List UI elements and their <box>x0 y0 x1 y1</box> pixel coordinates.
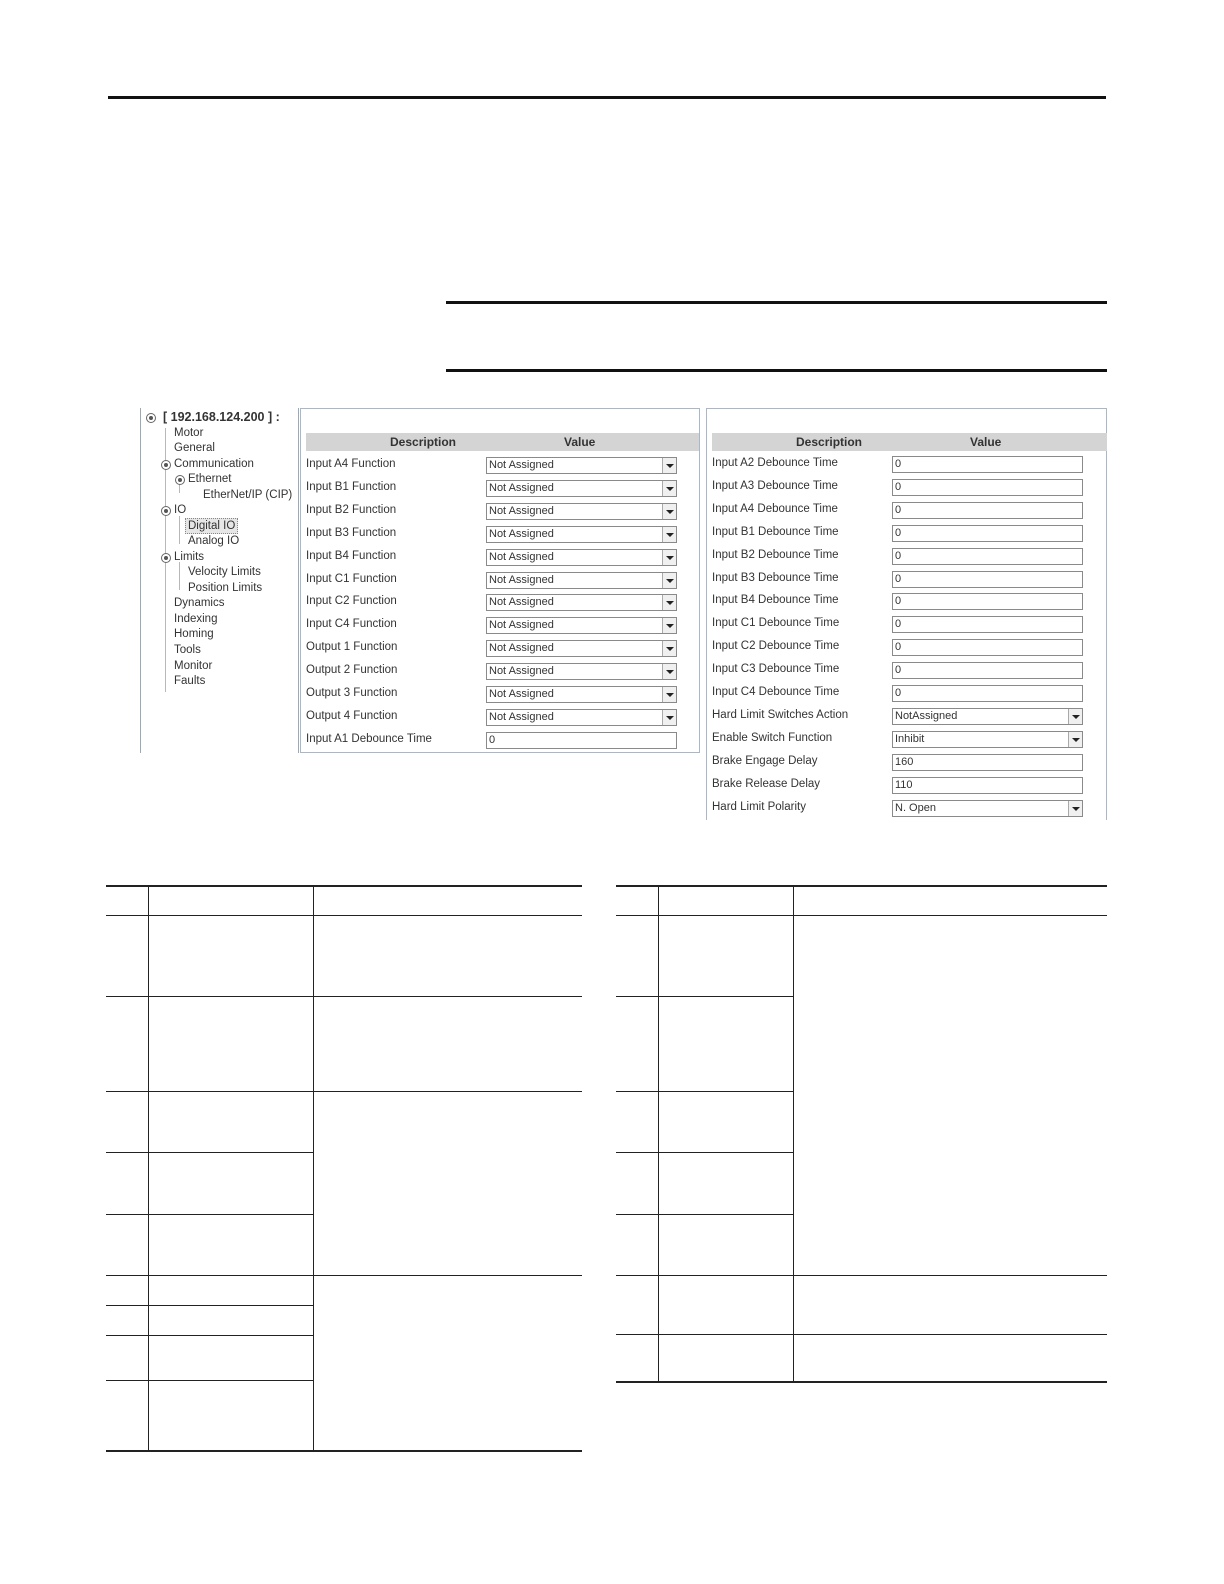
right-row-label: Hard Limit Polarity <box>712 800 806 813</box>
right-row-label: Brake Engage Delay <box>712 754 818 767</box>
dropdown-arrow-icon[interactable] <box>662 481 676 496</box>
dropdown-arrow-icon[interactable] <box>1068 709 1082 724</box>
table-rule <box>106 885 582 887</box>
table-rule <box>616 1091 794 1092</box>
left-row-label: Input B2 Function <box>306 503 397 516</box>
left-row-label: Input C1 Function <box>306 572 397 585</box>
table-rule <box>106 1091 582 1092</box>
tree-expander-communication-icon[interactable] <box>161 460 171 470</box>
left-row-dropdown[interactable] <box>486 594 677 611</box>
left-row-label: Input B4 Function <box>306 549 397 562</box>
left-row-label: Input B3 Function <box>306 526 397 539</box>
left-doc-table <box>106 885 582 1453</box>
left-grid-value-header: Value <box>564 435 596 449</box>
table-rule <box>106 1335 314 1336</box>
section-rule-top <box>446 301 1107 304</box>
left-row-value: 0 <box>489 733 496 746</box>
tree-node-indexing[interactable]: Indexing <box>174 613 218 625</box>
right-row-input[interactable] <box>892 593 1083 610</box>
left-property-grid <box>300 408 700 753</box>
right-row-input[interactable] <box>892 616 1083 633</box>
right-row-value: 0 <box>895 480 902 493</box>
right-row-label: Input C3 Debounce Time <box>712 663 840 676</box>
table-rule <box>616 1275 1107 1276</box>
dropdown-arrow-icon[interactable] <box>662 573 676 588</box>
dropdown-arrow-icon[interactable] <box>662 595 676 610</box>
right-row-value: N. Open <box>895 801 936 814</box>
tree-node-tools[interactable]: Tools <box>174 644 201 656</box>
table-rule <box>616 996 794 997</box>
left-row-dropdown[interactable] <box>486 457 677 474</box>
left-row-dropdown[interactable] <box>486 549 677 566</box>
tree-expander-io-icon[interactable] <box>161 506 171 516</box>
navigation-tree <box>140 408 299 753</box>
right-row-input[interactable] <box>892 456 1083 473</box>
left-row-value: Not Assigned <box>489 642 554 655</box>
dropdown-arrow-icon[interactable] <box>662 710 676 725</box>
tree-node-faults[interactable]: Faults <box>174 675 206 687</box>
left-row-dropdown[interactable] <box>486 686 677 703</box>
tree-guide-line <box>179 562 180 590</box>
table-rule <box>616 915 1107 916</box>
dropdown-arrow-icon[interactable] <box>662 664 676 679</box>
dropdown-arrow-icon[interactable] <box>662 618 676 633</box>
right-row-input[interactable] <box>892 479 1083 496</box>
right-row-input[interactable] <box>892 502 1083 519</box>
left-row-label: Output 1 Function <box>306 641 398 654</box>
right-row-input[interactable] <box>892 639 1083 656</box>
tree-node-homing[interactable]: Homing <box>174 628 214 640</box>
right-row-value: 0 <box>895 664 902 677</box>
left-row-value: Not Assigned <box>489 710 554 723</box>
left-row-value: Not Assigned <box>489 665 554 678</box>
tree-guide-line <box>179 516 180 544</box>
table-rule <box>106 1275 582 1276</box>
right-row-label: Input B1 Debounce Time <box>712 525 839 538</box>
right-row-input[interactable] <box>892 571 1083 588</box>
right-row-value: 0 <box>895 618 902 631</box>
table-col-rule <box>148 885 149 1451</box>
left-row-dropdown[interactable] <box>486 526 677 543</box>
right-row-label: Input C1 Debounce Time <box>712 617 840 630</box>
tree-node-position-limits[interactable]: Position Limits <box>188 582 263 594</box>
left-row-input[interactable] <box>486 732 677 749</box>
table-col-rule <box>313 885 314 1451</box>
tree-node-motor[interactable]: Motor <box>174 427 204 439</box>
right-row-value: 110 <box>895 778 913 791</box>
right-row-input[interactable] <box>892 525 1083 542</box>
table-rule <box>106 1305 314 1306</box>
tree-node-monitor[interactable]: Monitor <box>174 660 213 672</box>
table-rule <box>106 915 582 916</box>
left-row-dropdown[interactable] <box>486 617 677 634</box>
right-row-value: 0 <box>895 458 902 470</box>
table-rule <box>106 1450 582 1452</box>
left-row-label: Output 3 Function <box>306 687 398 699</box>
left-row-value: Not Assigned <box>489 459 554 471</box>
right-property-grid <box>706 408 1107 820</box>
right-grid-value-header: Value <box>970 435 1002 449</box>
left-row-dropdown[interactable] <box>486 709 677 726</box>
table-rule <box>616 1214 794 1215</box>
tree-node-general[interactable]: General <box>174 442 215 454</box>
left-grid-header <box>306 433 699 451</box>
right-row-label: Input C2 Debounce Time <box>712 640 840 653</box>
left-row-dropdown[interactable] <box>486 503 677 520</box>
dropdown-arrow-icon[interactable] <box>662 458 676 473</box>
table-rule <box>616 1152 794 1153</box>
right-row-label: Input B4 Debounce Time <box>712 594 839 607</box>
left-row-value: Not Assigned <box>489 481 554 494</box>
right-row-value: 0 <box>895 549 902 562</box>
left-grid-description-header: Description <box>390 435 457 449</box>
right-row-value: 0 <box>895 572 902 585</box>
tree-node-dynamics[interactable]: Dynamics <box>174 597 225 609</box>
dropdown-arrow-icon[interactable] <box>662 641 676 656</box>
left-row-value: Not Assigned <box>489 504 554 517</box>
table-rule <box>616 885 1107 887</box>
left-row-dropdown[interactable] <box>486 572 677 589</box>
right-row-label: Input A2 Debounce Time <box>712 457 838 469</box>
right-doc-table <box>616 885 1107 1385</box>
tree-node-ethernet[interactable]: Ethernet <box>188 473 232 485</box>
table-col-rule <box>793 885 794 1382</box>
right-row-value: NotAssigned <box>895 709 958 722</box>
right-row-input[interactable] <box>892 685 1083 702</box>
table-rule <box>106 1380 314 1381</box>
right-row-label: Input A3 Debounce Time <box>712 479 838 492</box>
left-row-label: Input A1 Debounce Time <box>306 732 432 745</box>
tree-expander-limits-icon[interactable] <box>161 553 171 563</box>
tree-expander-root-icon[interactable] <box>146 413 156 423</box>
dropdown-arrow-icon[interactable] <box>1068 801 1082 816</box>
right-row-value: 0 <box>895 595 902 608</box>
left-row-value: Not Assigned <box>489 573 554 586</box>
right-row-label: Input A4 Debounce Time <box>712 502 838 515</box>
right-row-input[interactable] <box>892 548 1083 565</box>
right-row-input[interactable] <box>892 777 1083 794</box>
tree-node-root[interactable]: [ 192.168.124.200 ] : <box>163 410 280 424</box>
dropdown-arrow-icon[interactable] <box>662 687 676 702</box>
table-rule <box>616 1334 1107 1335</box>
left-row-dropdown[interactable] <box>486 480 677 497</box>
right-row-dropdown[interactable] <box>892 708 1083 725</box>
section-rule-bottom <box>446 369 1107 372</box>
right-row-value: 0 <box>895 503 902 516</box>
tree-node-io[interactable]: IO <box>174 504 187 516</box>
left-row-label: Input C2 Function <box>306 595 397 608</box>
right-row-label: Enable Switch Function <box>712 731 833 744</box>
tree-expander-ethernet-icon[interactable] <box>175 475 185 485</box>
right-row-input[interactable] <box>892 662 1083 679</box>
right-grid-description-header: Description <box>796 435 863 449</box>
dropdown-arrow-icon[interactable] <box>662 504 676 519</box>
right-row-label: Brake Release Delay <box>712 777 821 790</box>
tree-node-communication[interactable]: Communication <box>174 458 254 470</box>
left-row-label: Input C4 Function <box>306 618 397 631</box>
table-rule <box>106 996 582 997</box>
right-row-label: Hard Limit Switches Action <box>712 708 849 721</box>
left-row-value: Not Assigned <box>489 596 554 609</box>
tree-node-limits[interactable]: Limits <box>174 551 205 563</box>
table-col-rule <box>658 885 659 1382</box>
left-row-label: Input B1 Function <box>306 480 397 493</box>
dropdown-arrow-icon[interactable] <box>662 550 676 565</box>
right-row-value: Inhibit <box>895 732 925 745</box>
right-row-dropdown[interactable] <box>892 731 1083 748</box>
right-row-dropdown[interactable] <box>892 800 1083 817</box>
dropdown-arrow-icon[interactable] <box>1068 732 1082 747</box>
left-row-value: Not Assigned <box>489 619 554 632</box>
right-grid-header <box>712 433 1107 451</box>
right-row-label: Input C4 Debounce Time <box>712 686 840 698</box>
page-top-rule <box>108 96 1106 99</box>
left-row-label: Input A4 Function <box>306 458 396 470</box>
table-rule <box>616 1381 1107 1383</box>
left-row-value: Not Assigned <box>489 527 554 540</box>
tree-node-digital-io[interactable]: Digital IO <box>185 518 238 534</box>
table-rule <box>106 1214 314 1215</box>
left-row-label: Output 4 Function <box>306 709 398 722</box>
right-row-value: 0 <box>895 641 902 654</box>
right-row-value: 160 <box>895 755 914 768</box>
left-row-dropdown[interactable] <box>486 663 677 680</box>
dropdown-arrow-icon[interactable] <box>662 527 676 542</box>
right-row-input[interactable] <box>892 754 1083 771</box>
left-row-value: Not Assigned <box>489 550 554 563</box>
table-rule <box>106 1152 314 1153</box>
left-row-label: Output 2 Function <box>306 664 398 677</box>
tree-node-analog-io[interactable]: Analog IO <box>188 535 240 547</box>
left-row-value: Not Assigned <box>489 688 554 700</box>
tree-node-ethernet-ip-cip[interactable]: EtherNet/IP (CIP) <box>203 489 293 501</box>
tree-node-velocity-limits[interactable]: Velocity Limits <box>188 566 261 578</box>
right-row-label: Input B3 Debounce Time <box>712 571 839 584</box>
right-row-value: 0 <box>895 687 902 699</box>
right-row-value: 0 <box>895 526 902 539</box>
left-row-dropdown[interactable] <box>486 640 677 657</box>
right-row-label: Input B2 Debounce Time <box>712 548 839 561</box>
